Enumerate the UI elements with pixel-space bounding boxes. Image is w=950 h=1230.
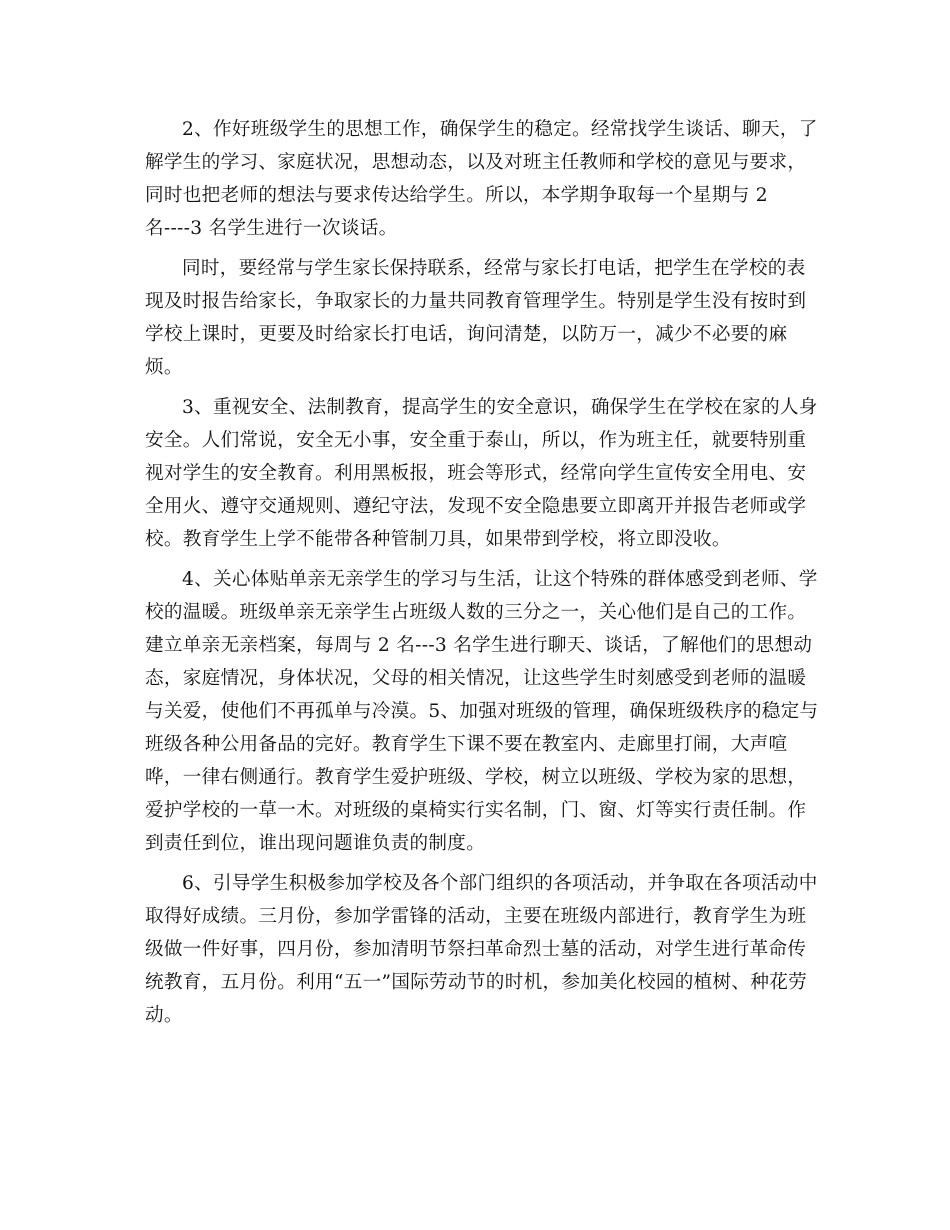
text-line: 学校上课时，更要及时给家长打电话，询问清楚，以防万一，减少不必要的麻 xyxy=(145,324,788,345)
paragraph-parent-contact xyxy=(145,252,810,384)
document-body xyxy=(145,113,819,1039)
text-line: 建立单亲无亲档案，每周与 2 名---3 名学生进行聊天、谈话，了解他们的思想动 xyxy=(145,635,813,656)
text-line: 统教育，五月份。利用“五一”国际劳动节的时机，参加美化校园的植树、种花劳 xyxy=(145,972,807,993)
text-line: 爱护学校的一草一木。对班级的桌椅实行实名制，门、窗、灯等实行责任制。作 xyxy=(145,800,807,821)
text-line: 视对学生的安全教育。利用黑板报，班会等形式，经常向学生宣传安全用电、安 xyxy=(145,463,807,484)
text-line: 班级各种公用备品的完好。教育学生下课不要在教室内、走廊里打闹，大声喧 xyxy=(145,734,788,755)
text-line: 名----3 名学生进行一次谈话。 xyxy=(145,218,398,239)
paragraph-school-activities xyxy=(145,867,818,1032)
text-line: 与关爱，使他们不再孤单与冷漠。5、加强对班级的管理，确保班级秩序的稳定与 xyxy=(145,701,819,722)
text-line: 安全。人们常说，安全无小事，安全重于泰山，所以，作为班主任，就要特别重 xyxy=(145,430,807,451)
text-line: 同时也把老师的想法与要求传达给学生。所以，本学期争取每一个星期与 2 xyxy=(145,185,768,206)
text-line: 3、重视安全、法制教育，提高学生的安全意识，确保学生在学校在家的人身 xyxy=(182,397,818,418)
text-line: 态，家庭情况，身体状况，父母的相关情况，让这些学生时刻感受到老师的温暖 xyxy=(145,668,807,689)
text-line: 动。 xyxy=(145,1005,183,1026)
text-line: 6、引导学生积极参加学校及各个部门组织的各项活动，并争取在各项活动中 xyxy=(182,873,818,894)
text-line: 级做一件好事，四月份，参加清明节祭扫革命烈士墓的活动，对学生进行革命传 xyxy=(145,939,807,960)
text-line: 4、关心体贴单亲无亲学生的学习与生活，让这个特殊的群体感受到老师、学 xyxy=(182,569,818,590)
text-line: 烦。 xyxy=(145,357,183,378)
text-line: 校。教育学生上学不能带各种管制刀具，如果带到学校，将立即没收。 xyxy=(145,529,731,550)
paragraph-class-thought-work xyxy=(145,113,818,245)
text-line: 全用火、遵守交通规则、遵纪守法，发现不安全隐患要立即离开并报告老师或学 xyxy=(145,496,807,517)
text-line: 到责任到位，谁出现问题谁负责的制度。 xyxy=(145,833,486,854)
text-line: 2、作好班级学生的思想工作，确保学生的稳定。经常找学生谈话、聊天，了 xyxy=(182,119,818,140)
text-line: 哗，一律右侧通行。教育学生爱护班级、学校，树立以班级、学校为家的思想， xyxy=(145,767,807,788)
text-line: 取得好成绩。三月份，参加学雷锋的活动，主要在班级内部进行，教育学生为班 xyxy=(145,906,807,927)
text-line: 现及时报告给家长，争取家长的力量共同教育管理学生。特别是学生没有按时到 xyxy=(145,291,807,312)
paragraph-single-parent-care xyxy=(145,563,819,860)
text-line: 同时，要经常与学生家长保持联系，经常与家长打电话，把学生在学校的表 xyxy=(182,258,806,279)
paragraph-safety-education xyxy=(145,391,818,556)
text-line: 校的温暖。班级单亲无亲学生占班级人数的三分之一，关心他们是自己的工作。 xyxy=(145,602,807,623)
text-line: 解学生的学习、家庭状况，思想动态，以及对班主任教师和学校的意见与要求， xyxy=(145,152,807,173)
